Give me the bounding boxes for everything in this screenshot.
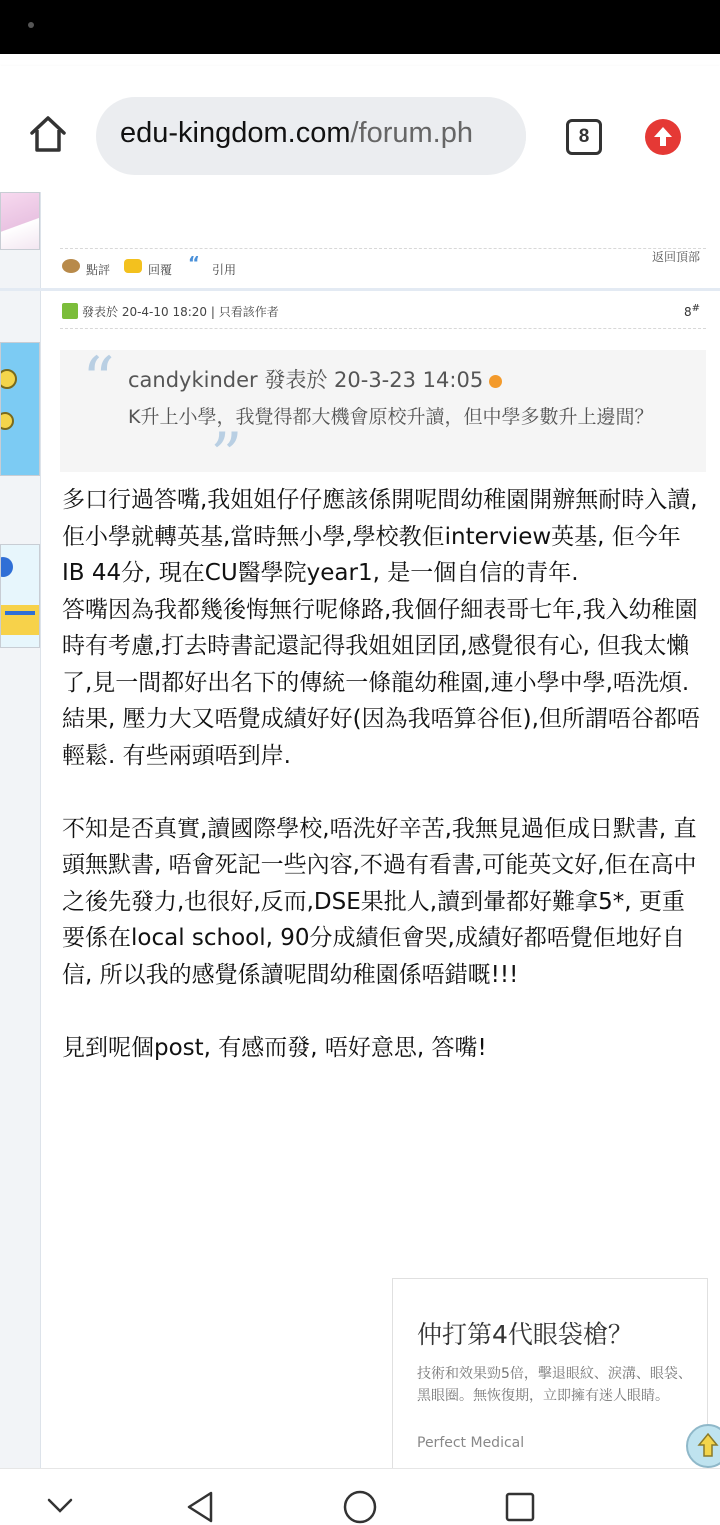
quote-text: K升上小學，我覺得都大機會原校升讀，但中學多數升上邊間？ [128, 406, 654, 428]
ad-title: 仲打第4代眼袋槍？ [417, 1320, 633, 1349]
quote-open-icon: “ [82, 344, 115, 418]
quote-button[interactable]: 引用 [212, 263, 237, 277]
post-date: 發表於 20-4-10 18:20 [82, 305, 208, 319]
post-meta [60, 300, 706, 329]
reply-icon [124, 259, 142, 273]
nav-recents-icon[interactable] [504, 1491, 536, 1523]
paragraph-gap [62, 993, 702, 1030]
post-timestamp: 發表於 20-4-10 18:20 | 只看該作者 [82, 305, 279, 319]
post-paragraph: 不知是否真實,讀國際學校,唔洗好辛苦,我無見過佢成日默書, 直頭無默書, 唔會死記一些內容,不過有看書,可能英文好,佢在高中之後先發力,也很好,反而,DSE果批人,讀到暈都好難拿5*, 更重要係在local school, 90分成績佢會哭,成績好都唔覺佢地好自信, 所以我的感覺係讀呢間幼稚園係唔錯嘅!!! [62, 815, 697, 988]
avatar-thumbnail[interactable] [0, 544, 40, 648]
avatar-thumbnail[interactable] [0, 342, 40, 476]
post-floor[interactable] [684, 303, 700, 319]
status-bar-overflow [0, 54, 720, 66]
ad-text: 技術和效果勁5倍，擊退眼紋、淚溝、眼袋、黑眼圈。無恢復期，立即擁有迷人眼睛。 [417, 1366, 692, 1404]
only-author-link[interactable]: 只看該作者 [218, 305, 279, 319]
tab-switcher-icon: 8 [578, 126, 590, 147]
avatar-thumbnail[interactable] [0, 192, 40, 250]
url-host: edu-kingdom.com [120, 117, 351, 149]
address-bar-url [120, 117, 473, 150]
rate-icon [62, 259, 80, 273]
advertisement-card[interactable] [392, 1278, 708, 1468]
nav-down-icon[interactable] [46, 1497, 74, 1515]
url-path: /forum.ph [350, 117, 473, 149]
post-body [62, 482, 702, 1066]
quote-author [128, 364, 502, 394]
camera-dot [28, 22, 34, 28]
forum-page [0, 192, 720, 1468]
upload-icon [645, 119, 681, 155]
quote-author-line: candykinder 發表於 20-3-23 14:05 [128, 368, 484, 392]
paragraph-gap [62, 774, 702, 811]
jump-to-post-icon[interactable] [489, 375, 502, 388]
post-actions-toolbar [60, 248, 706, 289]
floor-mark: # [691, 303, 700, 314]
upload-button[interactable] [645, 119, 681, 155]
cartoon-icon [1, 545, 39, 647]
url-fade [486, 97, 526, 175]
home-button[interactable] [26, 112, 70, 156]
left-column [0, 192, 41, 1468]
system-nav-bar [0, 1468, 720, 1521]
post-divider [0, 288, 720, 291]
scroll-top-button[interactable] [686, 1424, 720, 1468]
post-paragraph: 見到呢個post, 有感而發, 唔好意思, 答嘴! [62, 1034, 487, 1061]
quote-icon: “ [188, 253, 200, 274]
tab-switcher-button[interactable] [566, 119, 602, 155]
location-icon [1, 343, 39, 475]
browser-toolbar [0, 66, 720, 192]
scroll-top-icon [688, 1426, 720, 1466]
post-paragraph: 多口行過答嘴,我姐姐仔仔應該係開呢間幼稚園開辦無耐時入讀,佢小學就轉英基,當時無小學,學校教佢interview英基, 佢今年IB 44分, 現在CU醫學院year1, 是一個自信的青年. [62, 487, 698, 586]
floor-number: 8 [683, 305, 692, 319]
post-paragraph: 答嘴因為我都幾後悔無行呢條路,我個仔細表哥七年,我入幼稚園時有考慮,打去時書記還記得我姐姐囝囝,感覺很有心, 但我太懶了,見一間都好出名下的傳統一條龍幼稚園,連小學中學,唔洗煩. 結果, 壓力大又唔覺成績好好(因為我唔算谷佢),但所謂唔谷都唔輕鬆. 有些兩頭唔到岸. [62, 596, 700, 769]
quote-close-icon: ” [210, 420, 243, 494]
back-to-top-link[interactable]: 返回頂部 [651, 250, 700, 264]
home-icon [26, 112, 70, 156]
address-bar[interactable] [96, 97, 526, 175]
rate-button[interactable]: 點評 [86, 263, 111, 277]
status-bar [0, 0, 720, 54]
ad-source: Perfect Medical [417, 1435, 525, 1451]
quote-block [60, 344, 706, 494]
online-status-icon [62, 303, 78, 319]
reply-button[interactable]: 回覆 [148, 263, 173, 277]
